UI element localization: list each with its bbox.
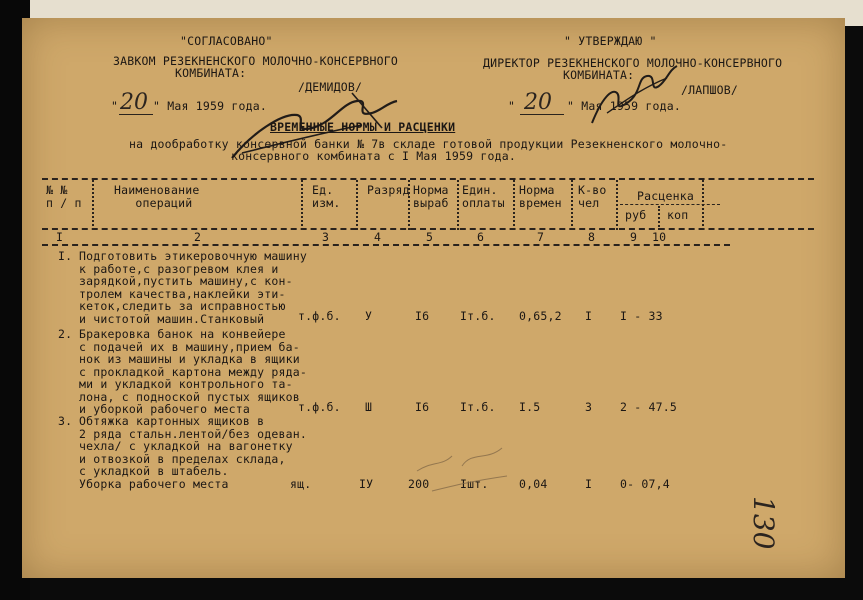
colnum-3: 3 [322,230,330,244]
col-sep-3 [356,180,358,230]
margin-archive-number: 130 [747,496,780,550]
header-rate: Расценка [637,189,694,203]
table-top-rule [42,178,814,180]
colnum-9: 9 [630,230,638,244]
header-qty: К-во чел [578,183,607,210]
row2-unit: т.ф.б. [298,400,341,414]
right-date-rest: " Мая 1959 года. [567,99,681,113]
header-name: Наименование операций [114,183,200,210]
row1-rate: I - 33 [620,309,663,323]
header-unit: Ед. изм. [312,183,341,210]
row1-pay-unit: Iт.б. [460,309,496,323]
row2-rate: 2 - 47.5 [620,400,677,414]
col-sep-4 [408,180,410,230]
col-sep-10 [702,180,704,230]
left-signatory-name: /ДЕМИДОВ/ [298,80,363,94]
row3-time-norm: 0,04 [519,477,548,491]
left-date-open: " [111,99,119,113]
right-signatory-name: /ЛАПШОВ/ [681,83,738,97]
col-sep-2 [301,180,303,230]
row2-num: 2. [58,327,73,341]
document-subtitle-line1: на дообработку консервной банки № 7в складе готовой продукции Резекненского молочно- [129,137,728,151]
rate-divider [620,204,720,205]
row2-text: Бракеровка банок на конвейере с подачей их в машину,прием ба- нок из машины и укладка в ящики с прокладкой картона между ряда- ми и укладкой контрольного та- лона, с подноской пустых ящиков и уборкой рабочего места [79,327,307,416]
right-date-open: " [508,99,516,113]
col-sep-6 [513,180,515,230]
col-sep-7 [571,180,573,230]
col-sep-8 [616,180,618,230]
col-sep-5 [457,180,459,230]
left-org-line2: КОМБИНАТА: [175,66,247,80]
right-approval-title: " УТВЕРЖДАЮ " [564,34,657,48]
row1-num: I. [58,249,73,263]
row2-norm: I6 [415,400,430,414]
row3-qty: I [585,477,593,491]
header-norm: Норма выраб [413,183,449,210]
row3-rate: 0- 07,4 [620,477,670,491]
right-date-underline [520,114,564,115]
row2-grade: Ш [365,400,373,414]
row1-grade: У [365,309,373,323]
left-date-day: 20 [120,90,148,115]
right-date-day: 20 [524,90,552,115]
table-colnum-rule [42,244,730,246]
header-time-norm: Норма времен [519,183,562,210]
document-title: ВРЕМЕННЫЕ НОРМЫ И РАСЦЕНКИ [270,120,456,134]
left-date-rest: " Мая 1959 года. [153,99,267,113]
row2-pay-unit: Iт.б. [460,400,496,414]
colnum-4: 4 [374,230,382,244]
colnum-8: 8 [588,230,596,244]
colnum-6: 6 [477,230,485,244]
colnum-1: I [56,230,64,244]
row1-qty: I [585,309,593,323]
row3-num: 3. [58,414,73,428]
row3-text: Обтяжка картонных ящиков в 2 ряда стальн.лентой/без одеван. чехла/ с укладкой на вагонетку и отвозкой в пределах склада, с укладкой в штабель. Уборка рабочего места [79,414,307,491]
header-pay-unit: Един. оплаты [462,183,505,210]
colnum-2: 2 [194,230,202,244]
right-org-line2: КОМБИНАТА: [563,68,635,82]
row3-norm: 200 [408,477,430,491]
right-org-line1: ДИРЕКТОР РЕЗЕКНЕНСКОГО МОЛОЧНО-КОНСЕРВНОГО [483,56,783,70]
row1-norm: I6 [415,309,430,323]
row1-time-norm: 0,65,2 [519,309,562,323]
left-org-line1: ЗАВКОМ РЕЗЕКНЕНСКОГО МОЛОЧНО-КОНСЕРВНОГО [113,54,398,68]
colnum-7: 7 [537,230,545,244]
colnum-5: 5 [426,230,434,244]
col-sep-1 [92,180,94,230]
left-date-underline [119,114,153,115]
pencil-scribble [412,436,522,506]
row3-unit: ящ. [290,477,312,491]
left-approval-title: "СОГЛАСОВАНО" [180,34,273,48]
row1-text: Подготовить этикеровочную машину к работе,с разогревом клея и зарядкой,пустить машину,с кон- тролем качества,наклейки эти- кеток,следить за исправностью и чистотой машин.Станковый [79,249,307,326]
header-rub: руб [625,208,647,222]
right-signature [587,58,682,133]
header-grade: Разряд [367,183,410,197]
row2-qty: 3 [585,400,593,414]
header-kop: коп [667,208,689,222]
row3-pay-unit: Iшт. [460,477,489,491]
row2-time-norm: I.5 [519,400,541,414]
col-sep-9 [658,206,660,230]
document-subtitle-line2: консервного комбината с I Мая 1959 года. [231,149,516,163]
row3-grade: IУ [359,477,374,491]
document-page [22,18,845,578]
colnum-10: 10 [652,230,667,244]
header-num: № № п / п [46,183,82,210]
row1-unit: т.ф.б. [298,309,341,323]
